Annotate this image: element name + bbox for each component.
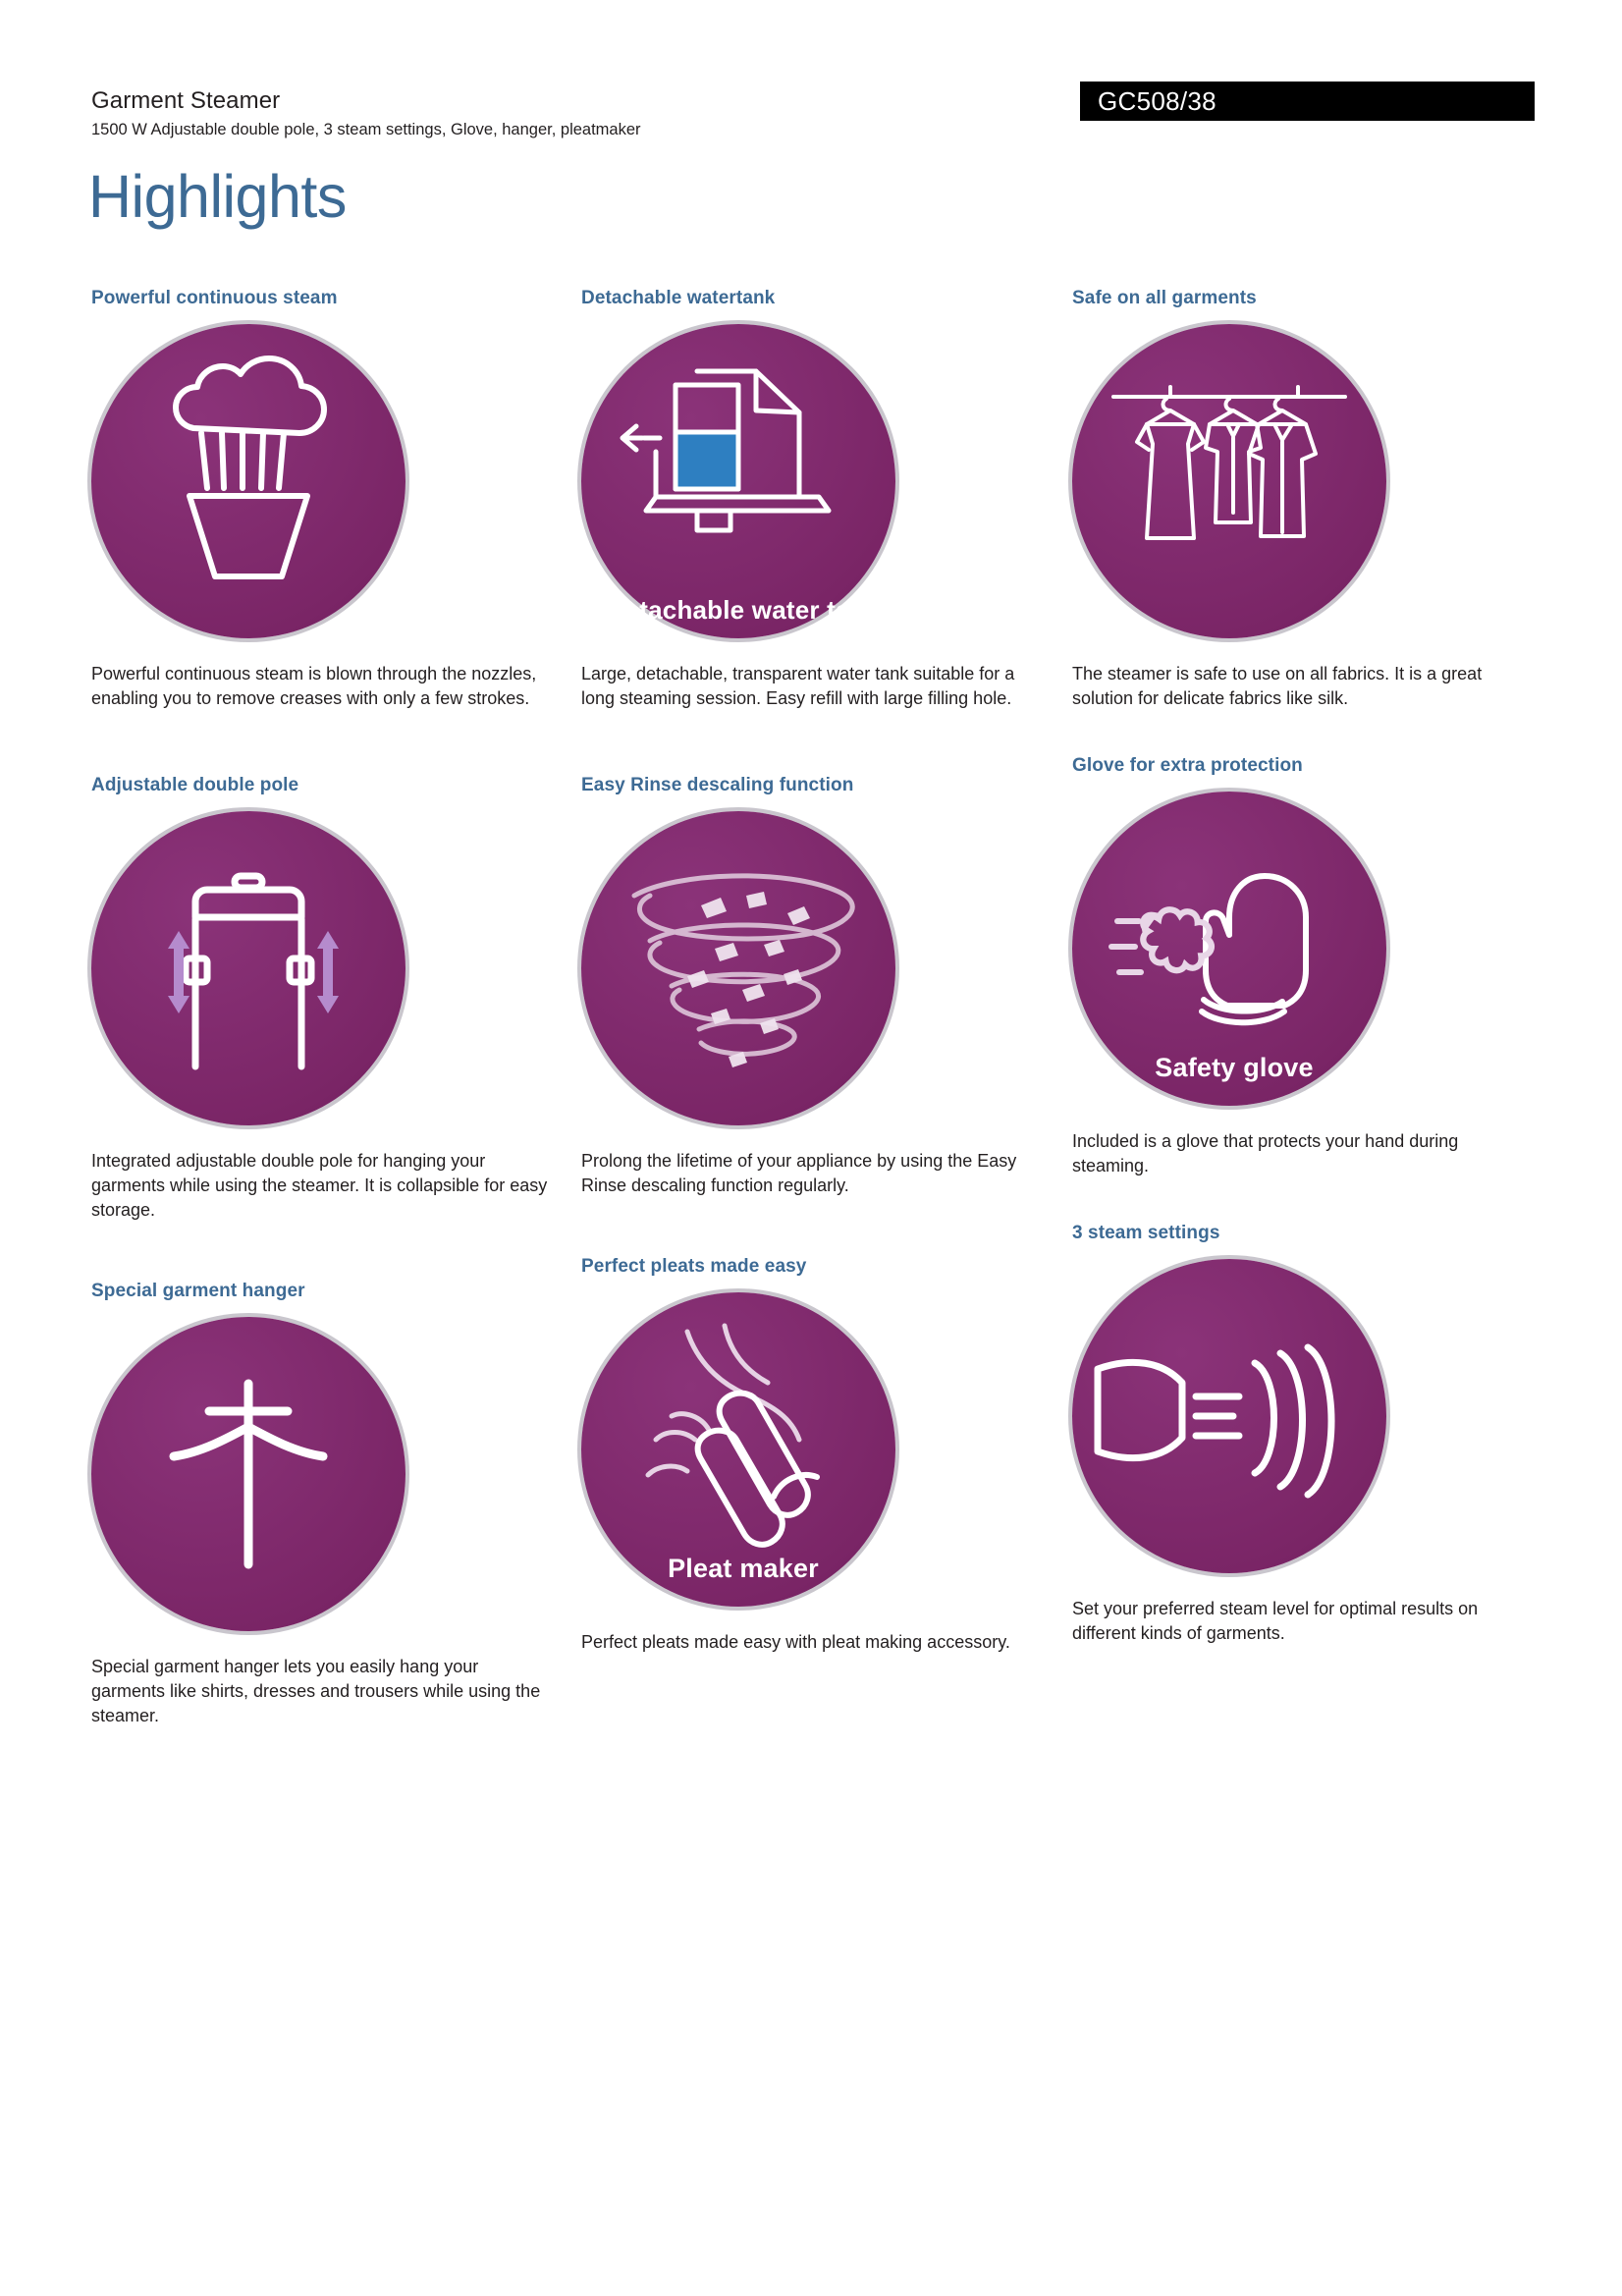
feature-description: The steamer is safe to use on all fabrics. It is a great solution for delicate fabrics like silk.	[1072, 664, 1483, 708]
safety-glove-icon	[1072, 792, 1396, 1116]
feature-special-garment-hanger	[91, 1280, 553, 1728]
feature-title: 3 steam settings	[1072, 1223, 1220, 1243]
feature-description: Set your preferred steam level for optimal results on different kinds of garments.	[1072, 1599, 1479, 1643]
feature-glove-protection	[1072, 754, 1534, 1178]
icon-caption: Pleat maker	[668, 1554, 819, 1583]
feature-column-2	[581, 287, 1043, 1655]
product-title: Garment Steamer	[91, 87, 281, 114]
icon-caption: Detachable water tank	[606, 595, 881, 625]
product-subtitle: 1500 W Adjustable double pole, 3 steam settings, Glove, hanger, pleatmaker	[91, 121, 641, 138]
feature-description: Prolong the lifetime of your appliance by using the Easy Rinse descaling function regularly.	[581, 1151, 1017, 1195]
feature-column-3	[1072, 287, 1534, 1646]
feature-3-steam-settings	[1072, 1222, 1534, 1646]
feature-detachable-watertank	[581, 287, 1043, 711]
detachable-watertank-icon	[581, 324, 905, 648]
feature-title: Special garment hanger	[91, 1281, 305, 1301]
feature-title: Perfect pleats made easy	[581, 1256, 807, 1277]
feature-title: Easy Rinse descaling function	[581, 775, 854, 795]
pleat-maker-icon	[581, 1292, 905, 1616]
feature-title: Powerful continuous steam	[91, 288, 338, 308]
feature-description: Large, detachable, transparent water tank suitable for a long steaming session. Easy refill with large filling hole.	[581, 664, 1015, 708]
feature-title: Glove for extra protection	[1072, 755, 1303, 776]
clothes-rail-icon	[1072, 324, 1396, 648]
document-header	[91, 86, 1535, 140]
model-number-badge: GC508/38	[1080, 82, 1535, 121]
feature-perfect-pleats	[581, 1255, 1043, 1655]
feature-powerful-continuous-steam	[91, 287, 553, 711]
feature-description: Special garment hanger lets you easily hang your garments like shirts, dresses and trousers while using the steamer.	[91, 1657, 541, 1725]
feature-description: Perfect pleats made easy with pleat making accessory.	[581, 1632, 1010, 1652]
feature-column-1	[91, 287, 553, 1728]
feature-easy-rinse-descaling	[581, 774, 1043, 1198]
adjustable-pole-icon	[91, 811, 415, 1135]
steam-settings-icon	[1072, 1259, 1396, 1583]
descaling-swirl-icon	[581, 811, 905, 1135]
icon-caption: Safety glove	[1155, 1053, 1314, 1082]
garment-hanger-icon	[91, 1317, 415, 1641]
feature-adjustable-double-pole	[91, 774, 553, 1223]
page-title: Highlights	[88, 163, 347, 230]
steam-burst-icon	[91, 324, 415, 648]
feature-title: Detachable watertank	[581, 288, 776, 308]
feature-title: Safe on all garments	[1072, 288, 1257, 308]
feature-title: Adjustable double pole	[91, 775, 299, 795]
feature-description: Powerful continuous steam is blown through the nozzles, enabling you to remove creases with only a few strokes.	[91, 664, 537, 708]
feature-safe-on-all-garments	[1072, 287, 1534, 711]
feature-description: Integrated adjustable double pole for hanging your garments while using the steamer. It is collapsible for easy storage.	[91, 1151, 548, 1220]
feature-description: Included is a glove that protects your hand during steaming.	[1072, 1131, 1459, 1175]
